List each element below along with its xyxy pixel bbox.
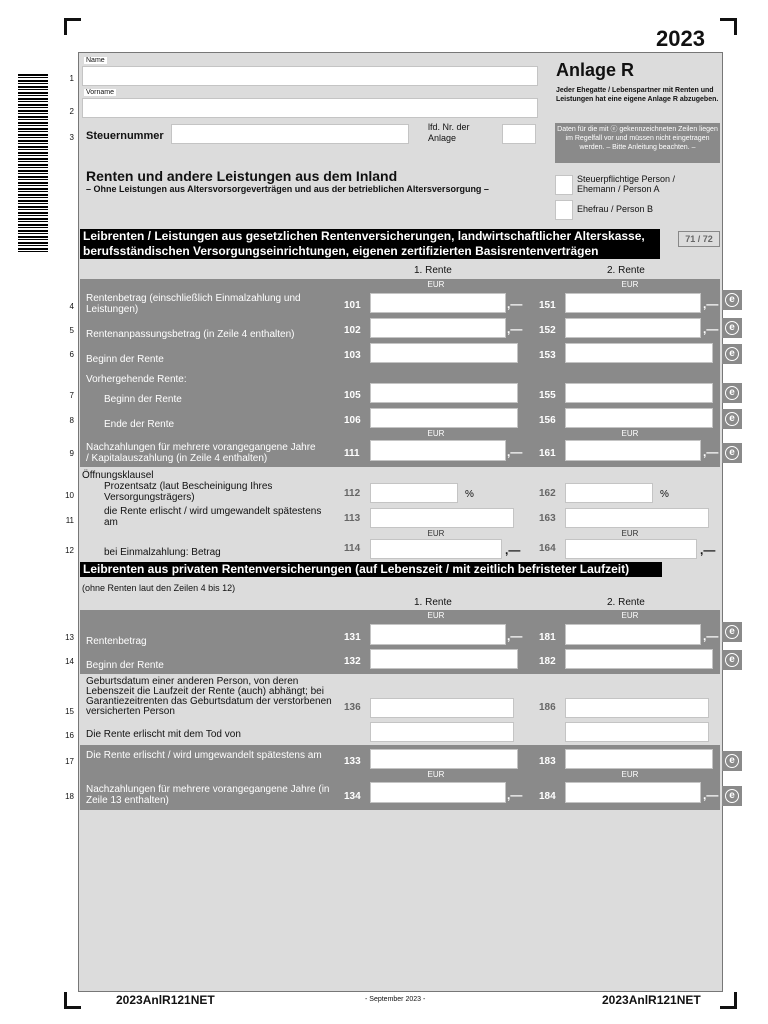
row12-input2[interactable] — [565, 539, 697, 559]
row12-code1: 114 — [344, 543, 361, 554]
row13-cents1: ,— — [507, 629, 523, 643]
row13-input2[interactable] — [565, 624, 701, 645]
name-input[interactable] — [82, 66, 538, 86]
corner-mark-top-right — [720, 18, 737, 35]
row13-code2: 181 — [539, 632, 556, 643]
row10-code1: 112 — [344, 488, 361, 499]
eur-label: EUR — [427, 529, 445, 538]
line-number: 10 — [65, 491, 74, 500]
row16-label: Die Rente erlischt mit dem Tod von — [86, 729, 241, 740]
row12-cents1: ,— — [505, 543, 521, 557]
form-note: Jeder Ehegatte / Lebenspartner mit Renten und Leistungen hat eine eigene Anlage R abzugeben. — [556, 87, 719, 103]
form-year: 2023 — [656, 26, 705, 51]
line-number: 4 — [69, 302, 74, 311]
section1-title: Leibrenten / Leistungen aus gesetzlichen Rentenversicherungen, landwirtschaftlicher Alterskasse, berufsständischen Versorgungseinrichtungen, eigenen zertifizierten Basisrentenverträgen — [80, 229, 660, 259]
form-title: Anlage R — [556, 60, 635, 80]
row7-input2[interactable] — [565, 383, 713, 403]
row17-code1: 133 — [344, 756, 361, 767]
eur-label: EUR — [427, 429, 445, 438]
row16-input1[interactable] — [370, 722, 514, 742]
previous-rente-label: Vorhergehende Rente: — [86, 374, 187, 385]
line-number: 8 — [69, 416, 74, 425]
row18-cents1: ,— — [507, 788, 523, 802]
line-number: 12 — [65, 546, 74, 555]
e-icon: e — [722, 290, 742, 310]
row15-input2[interactable] — [565, 698, 709, 718]
main-title: Renten und andere Leistungen aus dem Inland — [86, 168, 398, 184]
corner-mark-bottom-left — [64, 992, 81, 1009]
e-icon: e — [722, 622, 742, 642]
eur-label: EUR — [621, 611, 639, 620]
row4-code1: 101 — [344, 300, 361, 311]
row13-cents2: ,— — [703, 629, 719, 643]
col1-header: 1. Rente — [414, 265, 452, 276]
row5-code1: 102 — [344, 325, 361, 336]
row10-label: Prozentsatz (laut Bescheinigung Ihres Versorgungsträgers) — [104, 481, 273, 503]
footer-code-right: 2023AnlR121NET — [602, 993, 701, 1007]
row4-code2: 151 — [539, 300, 556, 311]
line-number: 16 — [65, 731, 74, 740]
row9-input2[interactable] — [565, 440, 701, 461]
row5-cents1: ,— — [507, 322, 523, 336]
line-number: 2 — [69, 107, 74, 116]
vorname-label: Vorname — [86, 89, 115, 96]
e-icon: e — [722, 786, 742, 806]
oeffnungsklausel-label: Öffnungsklausel — [82, 470, 154, 481]
row17-input2[interactable] — [565, 749, 713, 769]
eur-label: EUR — [621, 770, 639, 779]
row11-code1: 113 — [344, 513, 361, 524]
row9-code1: 111 — [344, 448, 360, 459]
row8-label: Ende der Rente — [104, 419, 175, 430]
row14-label: Beginn der Rente — [86, 660, 164, 671]
row17-input1[interactable] — [370, 749, 518, 769]
row4-input2[interactable] — [565, 293, 701, 313]
row11-input2[interactable] — [565, 508, 709, 528]
row15-code1: 136 — [344, 702, 361, 713]
line-number: 6 — [69, 350, 74, 359]
row10-percent2: % — [660, 489, 669, 500]
main-subtitle: – Ohne Leistungen aus Altersvorsorgeverträgen und aus der betrieblichen Altersversorgung – — [86, 184, 489, 194]
corner-mark-top-left — [64, 18, 81, 35]
eur-label: EUR — [621, 429, 639, 438]
row18-label: Nachzahlungen für mehrere vorangegangene Jahre (in Zeile 13 enthalten) — [86, 784, 330, 806]
row12-code2: 164 — [539, 543, 556, 554]
row18-code1: 134 — [344, 791, 361, 802]
person-b-checkbox[interactable] — [555, 200, 573, 220]
line-number: 7 — [69, 391, 74, 400]
row5-input1[interactable] — [370, 318, 506, 338]
row14-input1[interactable] — [370, 649, 518, 669]
e-icon: e — [722, 318, 742, 338]
row15-label: Geburtsdatum einer anderen Person, von deren Lebenszeit die Laufzeit der Rente (auch) abhängt; bei Garantiezeitrenten das Geburtsdatum der verstorbenen versicherten Person — [86, 676, 332, 717]
row6-input1[interactable] — [370, 343, 518, 363]
row14-code2: 182 — [539, 656, 556, 667]
e-note: Daten für die mit ⓔ gekennzeichneten Zeilen liegen im Regelfall vor und müssen nicht eingetragen werden. – Bitte Anleitung beachten. – — [555, 123, 720, 163]
row17-label: Die Rente erlischt / wird umgewandelt spätestens am — [86, 750, 322, 761]
row8-input1[interactable] — [370, 408, 518, 428]
eur-label: EUR — [621, 280, 639, 289]
row18-cents2: ,— — [703, 788, 719, 802]
line-number: 3 — [69, 133, 74, 142]
section2-subtitle: (ohne Renten laut den Zeilen 4 bis 12) — [82, 583, 236, 593]
footer-code-left: 2023AnlR121NET — [116, 993, 215, 1007]
row4-input1[interactable] — [370, 293, 506, 313]
row9-cents2: ,— — [703, 445, 719, 459]
e-icon: e — [722, 383, 742, 403]
e-icon: e — [722, 409, 742, 429]
row9-input1[interactable] — [370, 440, 506, 461]
row8-code1: 106 — [344, 415, 361, 426]
row12-input1[interactable] — [370, 539, 502, 559]
row9-code2: 161 — [539, 448, 556, 459]
row7-input1[interactable] — [370, 383, 518, 403]
row14-code1: 132 — [344, 656, 361, 667]
row4-cents1: ,— — [507, 297, 523, 311]
e-icon: e — [722, 344, 742, 364]
row10-input1[interactable] — [370, 483, 458, 503]
line-number: 14 — [65, 657, 74, 666]
row12-cents2: ,— — [700, 543, 716, 557]
row17-code2: 183 — [539, 756, 556, 767]
row10-input2[interactable] — [565, 483, 653, 503]
e-icon: e — [722, 650, 742, 670]
row8-code2: 156 — [539, 415, 556, 426]
row9-cents1: ,— — [507, 445, 523, 459]
e-icon: e — [722, 751, 742, 771]
row15-code2: 186 — [539, 702, 556, 713]
eur-label: EUR — [427, 611, 445, 620]
row7-code1: 105 — [344, 390, 361, 401]
line-number: 17 — [65, 757, 74, 766]
row13-code1: 131 — [344, 632, 361, 643]
row10-percent1: % — [465, 489, 474, 500]
row18-code2: 184 — [539, 791, 556, 802]
row16-input2[interactable] — [565, 722, 709, 742]
line-number: 9 — [69, 449, 74, 458]
row11-code2: 163 — [539, 513, 556, 524]
row5-label: Rentenanpassungsbetrag (in Zeile 4 enthalten) — [86, 329, 295, 340]
barcode — [18, 74, 48, 254]
vorname-input[interactable] — [82, 98, 538, 118]
row13-label: Rentenbetrag — [86, 636, 147, 647]
row5-code2: 152 — [539, 325, 556, 336]
line-number: 5 — [69, 326, 74, 335]
row7-code2: 155 — [539, 390, 556, 401]
row18-input2[interactable] — [565, 782, 701, 803]
corner-mark-bottom-right — [720, 992, 737, 1009]
line-number: 15 — [65, 707, 74, 716]
col2-header: 2. Rente — [607, 597, 645, 608]
row12-label: bei Einmalzahlung: Betrag — [104, 547, 221, 558]
row11-label: die Rente erlischt / wird umgewandelt spätestens am — [104, 506, 322, 528]
row6-code2: 153 — [539, 350, 556, 361]
name-label: Name — [86, 57, 105, 64]
row13-input1[interactable] — [370, 624, 506, 645]
row8-input2[interactable] — [565, 408, 713, 428]
row5-input2[interactable] — [565, 318, 701, 338]
lfd-nr-label: lfd. Nr. der Anlage — [428, 122, 470, 143]
section1-ref: 71 / 72 — [678, 231, 720, 247]
row14-input2[interactable] — [565, 649, 713, 669]
eur-label: EUR — [621, 529, 639, 538]
row4-cents2: ,— — [703, 297, 719, 311]
row11-input1[interactable] — [370, 508, 514, 528]
row5-cents2: ,— — [703, 322, 719, 336]
row15-input1[interactable] — [370, 698, 514, 718]
e-icon: e — [722, 443, 742, 463]
row9-label: Nachzahlungen für mehrere vorangegangene Jahre / Kapitalauszahlung (in Zeile 4 enthalten) — [86, 442, 316, 464]
lfd-nr-input[interactable] — [502, 124, 536, 144]
col2-header: 2. Rente — [607, 265, 645, 276]
row18-input1[interactable] — [370, 782, 506, 803]
section2-title: Leibrenten aus privaten Rentenversicherungen (auf Lebenszeit / mit zeitlich befristeter Laufzeit) — [80, 562, 662, 577]
row6-code1: 103 — [344, 350, 361, 361]
footer-date: - September 2023 - — [365, 996, 426, 1003]
row6-input2[interactable] — [565, 343, 713, 363]
row10-code2: 162 — [539, 488, 556, 499]
row7-label: Beginn der Rente — [104, 394, 182, 405]
line-number: 13 — [65, 633, 74, 642]
row4-label: Rentenbetrag (einschließlich Einmalzahlung und Leistungen) — [86, 293, 301, 315]
person-b-label: Ehefrau / Person B — [577, 204, 654, 214]
eur-label: EUR — [427, 280, 445, 289]
line-number: 1 — [69, 74, 74, 83]
steuernummer-input[interactable] — [171, 124, 409, 144]
line-number: 11 — [65, 516, 74, 525]
person-a-label: Steuerpflichtige Person / Ehemann / Person A — [577, 174, 676, 194]
steuernummer-label: Steuernummer — [86, 130, 164, 142]
line-number: 18 — [65, 792, 74, 801]
col1-header: 1. Rente — [414, 597, 452, 608]
eur-label: EUR — [427, 770, 445, 779]
person-a-checkbox[interactable] — [555, 175, 573, 195]
row6-label: Beginn der Rente — [86, 354, 164, 365]
